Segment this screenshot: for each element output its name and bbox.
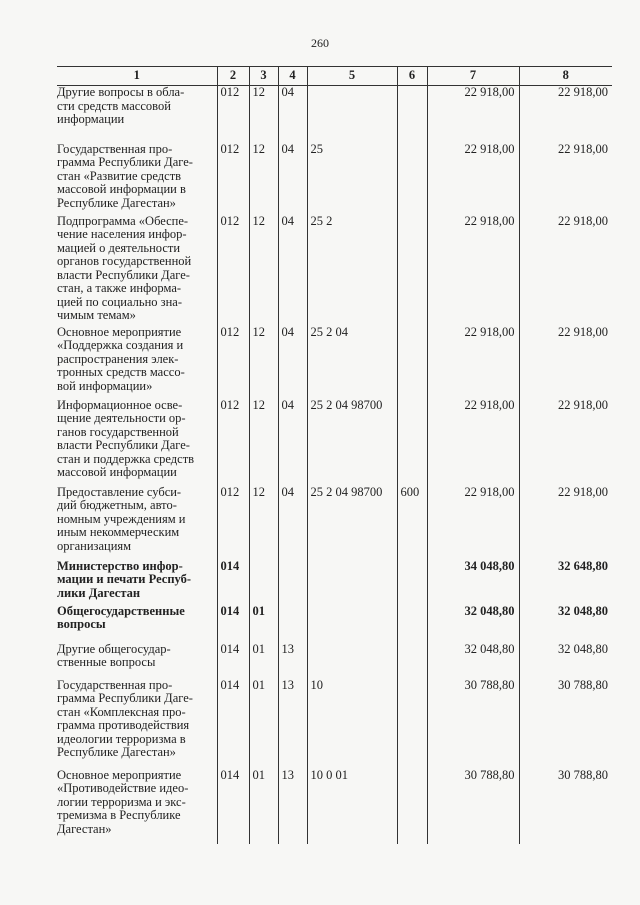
row-name-cell bbox=[57, 86, 217, 143]
amount-year1-cell: 22 918,00 bbox=[427, 215, 519, 326]
target-article-cell bbox=[307, 560, 397, 605]
budget-table bbox=[57, 66, 612, 844]
amount-year1-cell: 32 048,80 bbox=[427, 605, 519, 643]
row-name-cell bbox=[57, 143, 217, 215]
row-name-cell bbox=[57, 215, 217, 326]
amount-year1-cell: 22 918,00 bbox=[427, 86, 519, 143]
ministry-code-cell: 012 bbox=[217, 326, 249, 399]
subsection-cell: 04 bbox=[278, 326, 307, 399]
expense-type-cell bbox=[397, 143, 427, 215]
row-name-text: Другие вопросы в обла- сти средств массовой информации bbox=[57, 85, 185, 126]
amount-year2-cell: 32 648,80 bbox=[519, 560, 612, 605]
section-cell: 12 bbox=[249, 215, 278, 326]
table-row bbox=[57, 326, 612, 399]
subsection-cell: 13 bbox=[278, 769, 307, 844]
amount-year2-cell: 30 788,80 bbox=[519, 679, 612, 769]
subsection-cell: 13 bbox=[278, 643, 307, 679]
row-name-text: Другие общегосудар- ственные вопросы bbox=[57, 641, 171, 669]
ministry-code-cell: 014 bbox=[217, 560, 249, 605]
header-cell: 1 bbox=[57, 67, 217, 86]
target-article-cell: 10 bbox=[307, 679, 397, 769]
amount-year2-cell: 22 918,00 bbox=[519, 143, 612, 215]
row-name-text: Основное мероприятие «Поддержка создания и распространения элек- тронных средств массо- вой информации» bbox=[57, 324, 185, 393]
table-row bbox=[57, 605, 612, 643]
amount-year2-cell: 32 048,80 bbox=[519, 643, 612, 679]
subsection-cell: 04 bbox=[278, 399, 307, 486]
ministry-code-cell: 012 bbox=[217, 215, 249, 326]
row-name-text: Информационное осве- щение деятельности ор- ганов государственной власти Республики Даге- стан и поддержка средств массовой информации bbox=[57, 397, 195, 479]
subsection-cell: 04 bbox=[278, 215, 307, 326]
expense-type-cell bbox=[397, 399, 427, 486]
row-name-text: Министерство инфор- мации и печати Респуб- лики Дагестан bbox=[57, 558, 192, 600]
row-name-cell bbox=[57, 643, 217, 679]
target-article-cell bbox=[307, 643, 397, 679]
row-name-cell bbox=[57, 399, 217, 486]
ministry-code-cell: 014 bbox=[217, 643, 249, 679]
target-article-cell bbox=[307, 605, 397, 643]
expense-type-cell: 600 bbox=[397, 486, 427, 560]
section-cell: 12 bbox=[249, 399, 278, 486]
table-body bbox=[57, 86, 612, 844]
subsection-cell: 04 bbox=[278, 486, 307, 560]
table-row bbox=[57, 399, 612, 486]
header-cell: 8 bbox=[519, 67, 612, 86]
expense-type-cell bbox=[397, 679, 427, 769]
amount-year2-cell: 22 918,00 bbox=[519, 326, 612, 399]
section-cell: 01 bbox=[249, 605, 278, 643]
target-article-cell: 25 bbox=[307, 143, 397, 215]
amount-year2-cell: 22 918,00 bbox=[519, 486, 612, 560]
row-name-text: Подпрограмма «Обеспе- чение населения инфор- мацией о деятельности органов государственной власти Республики Даге- стан, а также информа- цией по социально зна- чимым темам» bbox=[57, 213, 192, 322]
expense-type-cell bbox=[397, 215, 427, 326]
amount-year1-cell: 22 918,00 bbox=[427, 143, 519, 215]
header-cell: 2 bbox=[217, 67, 249, 86]
section-cell: 12 bbox=[249, 143, 278, 215]
amount-year1-cell: 30 788,80 bbox=[427, 769, 519, 844]
row-name-cell bbox=[57, 560, 217, 605]
subsection-cell: 13 bbox=[278, 679, 307, 769]
row-name-text: Государственная про- грамма Республики Даге- стан «Развитие средств массовой информации в Республике Дагестан» bbox=[57, 141, 193, 210]
row-name-cell bbox=[57, 679, 217, 769]
header-cell: 3 bbox=[249, 67, 278, 86]
section-cell bbox=[249, 560, 278, 605]
header-cell: 6 bbox=[397, 67, 427, 86]
ministry-code-cell: 012 bbox=[217, 399, 249, 486]
ministry-code-cell: 014 bbox=[217, 605, 249, 643]
table-row bbox=[57, 143, 612, 215]
section-cell: 12 bbox=[249, 326, 278, 399]
subsection-cell bbox=[278, 560, 307, 605]
amount-year1-cell: 22 918,00 bbox=[427, 326, 519, 399]
expense-type-cell bbox=[397, 643, 427, 679]
section-cell: 01 bbox=[249, 679, 278, 769]
target-article-cell: 25 2 bbox=[307, 215, 397, 326]
amount-year2-cell: 22 918,00 bbox=[519, 399, 612, 486]
ministry-code-cell: 012 bbox=[217, 486, 249, 560]
subsection-cell: 04 bbox=[278, 86, 307, 143]
header-cell: 5 bbox=[307, 67, 397, 86]
expense-type-cell bbox=[397, 326, 427, 399]
amount-year2-cell: 22 918,00 bbox=[519, 86, 612, 143]
table-row bbox=[57, 486, 612, 560]
row-name-text: Предоставление субси- дий бюджетным, авто- номным учреждениям и иным некоммерческим организациям bbox=[57, 484, 186, 553]
ministry-code-cell: 012 bbox=[217, 143, 249, 215]
header-cell: 7 bbox=[427, 67, 519, 86]
target-article-cell: 10 0 01 bbox=[307, 769, 397, 844]
table-row bbox=[57, 560, 612, 605]
expense-type-cell bbox=[397, 86, 427, 143]
target-article-cell: 25 2 04 98700 bbox=[307, 399, 397, 486]
section-cell: 12 bbox=[249, 86, 278, 143]
ministry-code-cell: 014 bbox=[217, 769, 249, 844]
table-row bbox=[57, 643, 612, 679]
expense-type-cell bbox=[397, 769, 427, 844]
row-name-cell bbox=[57, 326, 217, 399]
row-name-text: Государственная про- грамма Республики Даге- стан «Комплексная про- грамма противодействия идеологии терроризма в Республике Дагестан» bbox=[57, 677, 193, 759]
amount-year2-cell: 30 788,80 bbox=[519, 769, 612, 844]
page-number: 260 bbox=[311, 36, 329, 50]
amount-year1-cell: 32 048,80 bbox=[427, 643, 519, 679]
section-cell: 01 bbox=[249, 769, 278, 844]
subsection-cell: 04 bbox=[278, 143, 307, 215]
ministry-code-cell: 014 bbox=[217, 679, 249, 769]
amount-year1-cell: 22 918,00 bbox=[427, 399, 519, 486]
target-article-cell: 25 2 04 bbox=[307, 326, 397, 399]
table-row bbox=[57, 86, 612, 143]
row-name-text: Основное мероприятие «Противодействие идео- логии терроризма и экс- тремизма в Республике Дагестан» bbox=[57, 767, 189, 836]
amount-year1-cell: 30 788,80 bbox=[427, 679, 519, 769]
table-header-row bbox=[57, 67, 612, 86]
table-row bbox=[57, 679, 612, 769]
row-name-cell bbox=[57, 605, 217, 643]
section-cell: 12 bbox=[249, 486, 278, 560]
row-name-cell bbox=[57, 486, 217, 560]
target-article-cell: 25 2 04 98700 bbox=[307, 486, 397, 560]
subsection-cell bbox=[278, 605, 307, 643]
amount-year2-cell: 32 048,80 bbox=[519, 605, 612, 643]
row-name-cell bbox=[57, 769, 217, 844]
section-cell: 01 bbox=[249, 643, 278, 679]
target-article-cell bbox=[307, 86, 397, 143]
amount-year1-cell: 22 918,00 bbox=[427, 486, 519, 560]
header-cell: 4 bbox=[278, 67, 307, 86]
table-row bbox=[57, 215, 612, 326]
amount-year1-cell: 34 048,80 bbox=[427, 560, 519, 605]
ministry-code-cell: 012 bbox=[217, 86, 249, 143]
table-row bbox=[57, 769, 612, 844]
expense-type-cell bbox=[397, 605, 427, 643]
row-name-text: Общегосударственные вопросы bbox=[57, 603, 185, 631]
expense-type-cell bbox=[397, 560, 427, 605]
amount-year2-cell: 22 918,00 bbox=[519, 215, 612, 326]
